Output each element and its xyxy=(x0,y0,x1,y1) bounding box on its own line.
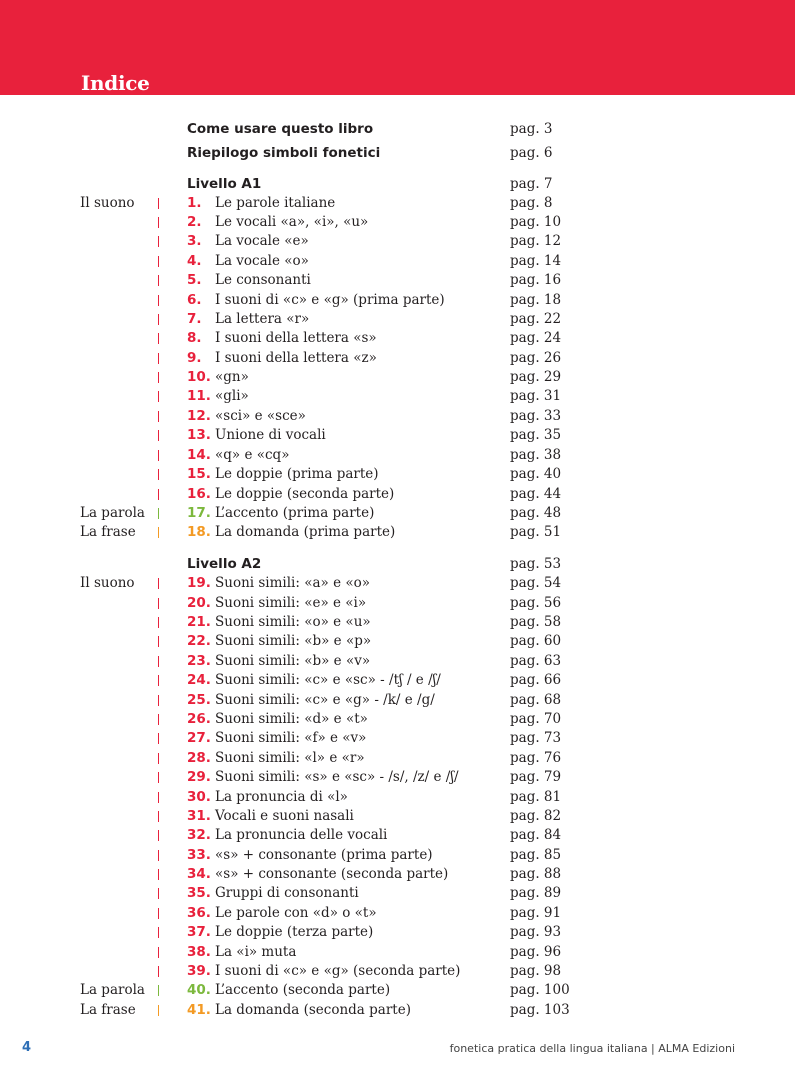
toc-category-bar xyxy=(158,1005,159,1016)
toc-heading-title: Livello A1 xyxy=(187,176,262,192)
toc-entry-number: 3. xyxy=(187,233,202,249)
toc-entry-title[interactable]: La vocale «o» xyxy=(215,253,309,269)
toc-page-ref: pag. 38 xyxy=(510,447,562,463)
toc-entry-row xyxy=(0,212,795,232)
toc-heading-title: Riepilogo simboli fonetici xyxy=(187,145,381,161)
toc-entry-title[interactable]: La domanda (prima parte) xyxy=(215,524,396,540)
toc-category-bar xyxy=(158,527,159,538)
toc-entry-row xyxy=(0,631,795,651)
toc-page-ref: pag. 82 xyxy=(510,808,562,824)
toc-entry-title[interactable]: Gruppi di consonanti xyxy=(215,885,359,901)
toc-entry-number: 23. xyxy=(187,653,211,669)
toc-entry-number: 5. xyxy=(187,272,202,288)
toc-entry-row xyxy=(0,883,795,903)
toc-entry-number: 1. xyxy=(187,195,202,211)
toc-entry-title[interactable]: I suoni di «c» e «g» (seconda parte) xyxy=(215,963,461,979)
toc-entry-row xyxy=(0,980,795,1000)
toc-category-bar xyxy=(158,617,159,628)
toc-page-ref: pag. 35 xyxy=(510,427,562,443)
toc-page-ref: pag. 31 xyxy=(510,388,562,404)
toc-category-bar xyxy=(158,985,159,996)
toc-entry-number: 40. xyxy=(187,982,211,998)
toc-page-ref: pag. 40 xyxy=(510,466,562,482)
toc-entry-number: 29. xyxy=(187,769,211,785)
toc-page-ref: pag. 85 xyxy=(510,847,562,863)
toc-page-ref: pag. 73 xyxy=(510,730,562,746)
toc-entry-row xyxy=(0,193,795,213)
toc-category-bar xyxy=(158,792,159,803)
toc-page-ref: pag. 96 xyxy=(510,944,562,960)
toc-entry-number: 39. xyxy=(187,963,211,979)
toc-section-label: Il suono xyxy=(80,195,135,211)
toc-entry-number: 4. xyxy=(187,253,202,269)
toc-entry-number: 41. xyxy=(187,1002,211,1018)
toc-entry-title[interactable]: L’accento (seconda parte) xyxy=(215,982,391,998)
toc-category-bar xyxy=(158,391,159,402)
toc-entry-row xyxy=(0,464,795,484)
toc-heading-title: Livello A2 xyxy=(187,556,262,572)
toc-entry-number: 21. xyxy=(187,614,211,630)
toc-entry-row xyxy=(0,251,795,271)
toc-entry-title[interactable]: I suoni di «c» e «g» (prima parte) xyxy=(215,292,445,308)
toc-category-bar xyxy=(158,675,159,686)
toc-entry-row xyxy=(0,593,795,613)
toc-entry-title[interactable]: Le parole italiane xyxy=(215,195,336,211)
toc-page-ref: pag. 48 xyxy=(510,505,562,521)
toc-entry-title[interactable]: Suoni simili: «f» e «v» xyxy=(215,730,367,746)
toc-entry-title[interactable]: Le consonanti xyxy=(215,272,311,288)
toc-entry-row xyxy=(0,328,795,348)
toc-category-bar xyxy=(158,966,159,977)
toc-category-bar xyxy=(158,198,159,209)
toc-page-ref: pag. 56 xyxy=(510,595,562,611)
toc-entry-row xyxy=(0,503,795,523)
toc-entry-title[interactable]: La lettera «r» xyxy=(215,311,310,327)
toc-entry-title[interactable]: Suoni simili: «c» e «g» - /k/ e /g/ xyxy=(215,692,435,708)
toc-entry-row xyxy=(0,573,795,593)
toc-page-ref: pag. 66 xyxy=(510,672,562,688)
toc-entry-number: 20. xyxy=(187,595,211,611)
toc-page-ref: pag. 79 xyxy=(510,769,562,785)
toc-category-bar xyxy=(158,256,159,267)
toc-entry-row xyxy=(0,612,795,632)
toc-entry-number: 37. xyxy=(187,924,211,940)
toc-entry-row xyxy=(0,445,795,465)
toc-page-ref: pag. 8 xyxy=(510,195,553,211)
toc-entry-title[interactable]: «gli» xyxy=(215,388,249,404)
toc-entry-title[interactable]: Le vocali «a», «i», «u» xyxy=(215,214,369,230)
toc-section-label: La frase xyxy=(80,524,136,540)
toc-entry-title[interactable]: «s» + consonante (seconda parte) xyxy=(215,866,449,882)
toc-category-bar xyxy=(158,430,159,441)
toc-entry-number: 38. xyxy=(187,944,211,960)
toc-entry-row xyxy=(0,406,795,426)
toc-entry-number: 6. xyxy=(187,292,202,308)
toc-category-bar xyxy=(158,947,159,958)
toc-entry-row xyxy=(0,825,795,845)
toc-entry-row xyxy=(0,348,795,368)
toc-entry-row xyxy=(0,1000,795,1020)
toc-entry-row xyxy=(0,290,795,310)
toc-entry-title[interactable]: Vocali e suoni nasali xyxy=(215,808,354,824)
toc-section-label: La frase xyxy=(80,1002,136,1018)
toc-entry-title[interactable]: Suoni simili: «a» e «o» xyxy=(215,575,370,591)
toc-entry-number: 35. xyxy=(187,885,211,901)
toc-entry-row xyxy=(0,386,795,406)
toc-entry-number: 11. xyxy=(187,388,211,404)
toc-entry-title[interactable]: «q» e «cq» xyxy=(215,447,290,463)
toc-category-bar xyxy=(158,636,159,647)
toc-heading-row xyxy=(0,554,795,574)
toc-page-ref: pag. 12 xyxy=(510,233,562,249)
toc-entry-row xyxy=(0,425,795,445)
toc-entry-row xyxy=(0,903,795,923)
toc-entry-number: 18. xyxy=(187,524,211,540)
toc-entry-row xyxy=(0,690,795,710)
toc-page-ref: pag. 16 xyxy=(510,272,562,288)
toc-category-bar xyxy=(158,333,159,344)
toc-entry-number: 12. xyxy=(187,408,211,424)
toc-category-bar xyxy=(158,295,159,306)
toc-page-ref: pag. 3 xyxy=(510,121,553,137)
toc-entry-row xyxy=(0,270,795,290)
toc-entry-title[interactable]: La domanda (seconda parte) xyxy=(215,1002,411,1018)
toc-entry-number: 34. xyxy=(187,866,211,882)
toc-entry-number: 16. xyxy=(187,486,211,502)
toc-entry-row xyxy=(0,787,795,807)
footer-text: fonetica pratica della lingua italiana | ALMA Edizioni xyxy=(449,1042,735,1055)
toc-entry-row xyxy=(0,231,795,251)
toc-page-ref: pag. 63 xyxy=(510,653,562,669)
toc-page-ref: pag. 76 xyxy=(510,750,562,766)
toc-category-bar xyxy=(158,450,159,461)
toc-entry-title[interactable]: L’accento (prima parte) xyxy=(215,505,375,521)
toc-category-bar xyxy=(158,772,159,783)
toc-category-bar xyxy=(158,753,159,764)
toc-page-ref: pag. 93 xyxy=(510,924,562,940)
toc-page-ref: pag. 10 xyxy=(510,214,562,230)
toc-category-bar xyxy=(158,830,159,841)
page-title: Indice xyxy=(81,71,150,95)
toc-entry-number: 25. xyxy=(187,692,211,708)
toc-entry-number: 26. xyxy=(187,711,211,727)
toc-page-ref: pag. 14 xyxy=(510,253,562,269)
toc-section-label: La parola xyxy=(80,505,145,521)
toc-entry-number: 17. xyxy=(187,505,211,521)
toc-category-bar xyxy=(158,236,159,247)
toc-page-ref: pag. 68 xyxy=(510,692,562,708)
toc-entry-row xyxy=(0,484,795,504)
toc-entry-number: 9. xyxy=(187,350,202,366)
toc-entry-row xyxy=(0,748,795,768)
toc-entry-row xyxy=(0,709,795,729)
toc-category-bar xyxy=(158,578,159,589)
toc-entry-row xyxy=(0,309,795,329)
toc-entry-number: 10. xyxy=(187,369,211,385)
toc-page-ref: pag. 89 xyxy=(510,885,562,901)
toc-entry-title[interactable]: «gn» xyxy=(215,369,249,385)
toc-entry-title[interactable]: I suoni della lettera «s» xyxy=(215,330,377,346)
toc-entry-title[interactable]: Suoni simili: «l» e «r» xyxy=(215,750,365,766)
toc-entry-number: 19. xyxy=(187,575,211,591)
toc-page-ref: pag. 53 xyxy=(510,556,562,572)
toc-entry-title[interactable]: I suoni della lettera «z» xyxy=(215,350,377,366)
toc-entry-title[interactable]: Suoni simili: «b» e «v» xyxy=(215,653,371,669)
toc-entry-title[interactable]: Suoni simili: «c» e «sc» - /tʃ / e /ʃ/ xyxy=(215,672,441,688)
toc-entry-number: 30. xyxy=(187,789,211,805)
toc-entry-number: 15. xyxy=(187,466,211,482)
toc-page-ref: pag. 84 xyxy=(510,827,562,843)
toc-category-bar xyxy=(158,489,159,500)
toc-category-bar xyxy=(158,598,159,609)
toc-entry-row xyxy=(0,864,795,884)
toc-entry-row xyxy=(0,767,795,787)
toc-page-ref: pag. 54 xyxy=(510,575,562,591)
toc-category-bar xyxy=(158,908,159,919)
toc-category-bar xyxy=(158,869,159,880)
toc-category-bar xyxy=(158,714,159,725)
toc-page-ref: pag. 98 xyxy=(510,963,562,979)
toc-entry-title[interactable]: La pronuncia delle vocali xyxy=(215,827,388,843)
toc-entry-title[interactable]: Suoni simili: «s» e «sc» - /s/, /z/ e /ʃ/ xyxy=(215,769,459,785)
toc-entry-title[interactable]: Suoni simili: «e» e «i» xyxy=(215,595,367,611)
toc-category-bar xyxy=(158,469,159,480)
toc-entry-title[interactable]: La pronuncia di «l» xyxy=(215,789,348,805)
toc-page-ref: pag. 60 xyxy=(510,633,562,649)
toc-category-bar xyxy=(158,927,159,938)
toc-entry-number: 36. xyxy=(187,905,211,921)
toc-category-bar xyxy=(158,695,159,706)
toc-entry-number: 28. xyxy=(187,750,211,766)
toc-section-label: Il suono xyxy=(80,575,135,591)
toc-page-ref: pag. 6 xyxy=(510,145,553,161)
toc-entry-title[interactable]: Le doppie (prima parte) xyxy=(215,466,379,482)
toc-entry-row xyxy=(0,367,795,387)
toc-page-ref: pag. 58 xyxy=(510,614,562,630)
toc-category-bar xyxy=(158,353,159,364)
toc-entry-number: 13. xyxy=(187,427,211,443)
toc-entry-row xyxy=(0,651,795,671)
page-number: 4 xyxy=(22,1040,32,1055)
toc-page-ref: pag. 22 xyxy=(510,311,562,327)
toc-entry-number: 2. xyxy=(187,214,202,230)
toc-entry-row xyxy=(0,845,795,865)
toc-category-bar xyxy=(158,888,159,899)
toc-entry-number: 8. xyxy=(187,330,202,346)
toc-entry-row xyxy=(0,522,795,542)
toc-entry-row xyxy=(0,942,795,962)
toc-section-label: La parola xyxy=(80,982,145,998)
toc-entry-title[interactable]: Le doppie (seconda parte) xyxy=(215,486,395,502)
toc-category-bar xyxy=(158,372,159,383)
toc-category-bar xyxy=(158,508,159,519)
toc-entry-title[interactable]: La vocale «e» xyxy=(215,233,309,249)
toc-heading-row xyxy=(0,119,795,139)
toc-page-ref: pag. 33 xyxy=(510,408,562,424)
toc-category-bar xyxy=(158,275,159,286)
toc-page-ref: pag. 29 xyxy=(510,369,562,385)
toc-entry-number: 14. xyxy=(187,447,211,463)
toc-category-bar xyxy=(158,656,159,667)
toc-heading-row xyxy=(0,174,795,194)
toc-entry-title[interactable]: Suoni simili: «o» e «u» xyxy=(215,614,371,630)
toc-heading-row xyxy=(0,143,795,163)
toc-entry-number: 33. xyxy=(187,847,211,863)
toc-page-ref: pag. 24 xyxy=(510,330,562,346)
toc-page-ref: pag. 44 xyxy=(510,486,562,502)
toc-page-ref: pag. 100 xyxy=(510,982,570,998)
toc-entry-row xyxy=(0,806,795,826)
toc-entry-title[interactable]: Unione di vocali xyxy=(215,427,326,443)
toc-entry-title[interactable]: «s» + consonante (prima parte) xyxy=(215,847,433,863)
toc-entry-row xyxy=(0,670,795,690)
toc-entry-title[interactable]: Le doppie (terza parte) xyxy=(215,924,374,940)
toc-entry-title[interactable]: Suoni simili: «d» e «t» xyxy=(215,711,368,727)
toc-page-ref: pag. 91 xyxy=(510,905,562,921)
toc-entry-number: 32. xyxy=(187,827,211,843)
toc-entry-row xyxy=(0,922,795,942)
toc-category-bar xyxy=(158,811,159,822)
toc-entry-row xyxy=(0,961,795,981)
toc-entry-title[interactable]: Le parole con «d» o «t» xyxy=(215,905,377,921)
toc-page-ref: pag. 51 xyxy=(510,524,562,540)
toc-category-bar xyxy=(158,733,159,744)
toc-heading-title: Come usare questo libro xyxy=(187,121,374,137)
toc-entry-number: 31. xyxy=(187,808,211,824)
toc-page-ref: pag. 18 xyxy=(510,292,562,308)
toc-page-ref: pag. 7 xyxy=(510,176,553,192)
toc-page-ref: pag. 70 xyxy=(510,711,562,727)
toc-category-bar xyxy=(158,314,159,325)
toc-entry-number: 27. xyxy=(187,730,211,746)
toc-category-bar xyxy=(158,217,159,228)
toc-page-ref: pag. 88 xyxy=(510,866,562,882)
toc-page-ref: pag. 81 xyxy=(510,789,562,805)
toc-entry-row xyxy=(0,728,795,748)
toc-entry-number: 7. xyxy=(187,311,202,327)
toc-category-bar xyxy=(158,411,159,422)
toc-entry-number: 22. xyxy=(187,633,211,649)
toc-entry-title[interactable]: «sci» e «sce» xyxy=(215,408,306,424)
toc-page-ref: pag. 26 xyxy=(510,350,562,366)
toc-page-ref: pag. 103 xyxy=(510,1002,570,1018)
toc-entry-title[interactable]: Suoni simili: «b» e «p» xyxy=(215,633,372,649)
toc-entry-number: 24. xyxy=(187,672,211,688)
toc-category-bar xyxy=(158,850,159,861)
toc-entry-title[interactable]: La «i» muta xyxy=(215,944,297,960)
